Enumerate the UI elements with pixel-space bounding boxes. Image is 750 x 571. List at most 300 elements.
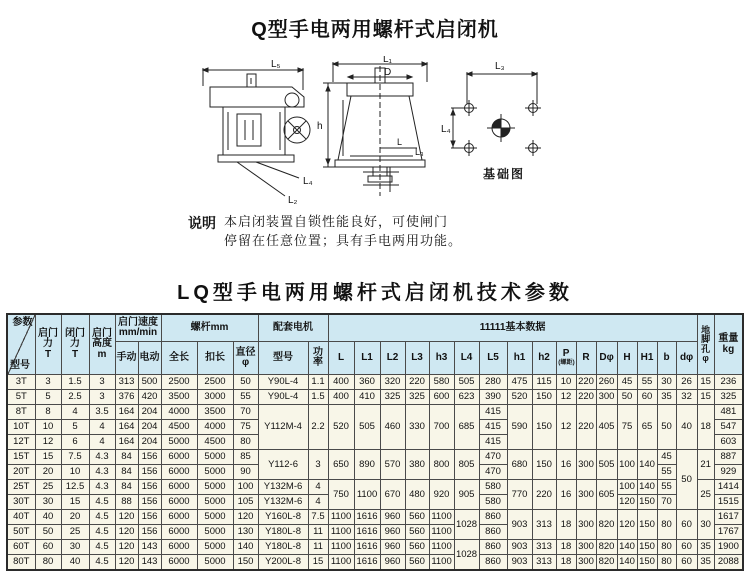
table-cell: 2088 (714, 555, 743, 571)
table-cell: 481 (714, 405, 743, 420)
header-L3: L3 (405, 342, 429, 375)
table-cell: 4500 (197, 435, 233, 450)
table-cell: 80 (35, 555, 61, 571)
table-cell: 580 (479, 495, 507, 510)
table-cell: 470 (479, 450, 507, 465)
header-close-force (61, 314, 89, 375)
header-dphi: dφ (676, 342, 697, 375)
table-cell: 330 (405, 405, 429, 450)
table-cell: 860 (479, 510, 507, 525)
table-cell: 325 (405, 390, 429, 405)
table-cell: 84 (115, 450, 138, 465)
table-cell: 55 (233, 390, 258, 405)
table-cell: 4.5 (89, 555, 115, 571)
dim-label-h: h (317, 121, 323, 132)
table-cell: 150 (637, 540, 657, 555)
table-cell: 10 (556, 375, 576, 390)
table-cell: 15 (697, 375, 714, 390)
table-cell: 60 (637, 390, 657, 405)
parameters-table (6, 313, 744, 571)
table-cell: 11 (308, 540, 328, 555)
table-cell: 40 (35, 510, 61, 525)
table-cell: 400 (328, 390, 354, 405)
header-char: 地 (701, 324, 711, 335)
table-cell: 12.5 (61, 480, 89, 495)
table-cell: Y132M-6 (258, 495, 308, 510)
table-cell: 85 (233, 450, 258, 465)
table-cell: 140 (637, 450, 657, 480)
table-cell: 80 (657, 555, 676, 571)
table-cell: 4.5 (89, 510, 115, 525)
header-diameter (233, 342, 258, 375)
header-unit: kg (722, 343, 735, 355)
table-cell: 400 (328, 375, 354, 390)
table-cell: 1100 (328, 555, 354, 571)
table-cell: 21 (697, 450, 714, 480)
header-char: φ (702, 352, 709, 363)
table-cell: 35 (657, 390, 676, 405)
table-cell: 603 (714, 435, 743, 450)
header-text: 直径 (235, 346, 256, 358)
table-cell: 4000 (197, 420, 233, 435)
table-cell: 30T (7, 495, 35, 510)
dim-label-l5: L₅ (271, 59, 281, 70)
table-cell: 320 (380, 375, 405, 390)
table-cell: 4 (89, 420, 115, 435)
table-cell: 84 (115, 465, 138, 480)
table-cell: 2500 (197, 375, 233, 390)
table-cell: 770 (507, 480, 532, 510)
table-cell: 1100 (429, 540, 454, 555)
table-cell: 1.5 (308, 390, 328, 405)
table-cell: 5000 (161, 435, 197, 450)
table-cell: 140 (617, 555, 637, 571)
header-Dphi: Dφ (596, 342, 617, 375)
table-cell: 120 (233, 510, 258, 525)
table-cell: 325 (380, 390, 405, 405)
table-cell: 15 (61, 495, 89, 510)
table-cell: 887 (714, 450, 743, 465)
table-cell: 2500 (161, 375, 197, 390)
table-cell: 480 (405, 480, 429, 510)
table-cell: 5000 (197, 465, 233, 480)
table-cell: 1.1 (308, 375, 328, 390)
header-lift-height (89, 314, 115, 375)
table-cell: 860 (479, 555, 507, 571)
table-row (7, 390, 743, 405)
table-cell: 75 (617, 405, 637, 450)
header-text: P (562, 348, 570, 360)
table-cell: 4 (308, 480, 328, 495)
table-cell: 32 (676, 390, 697, 405)
table-cell: 164 (115, 420, 138, 435)
header-L2: L2 (380, 342, 405, 375)
table-cell: 560 (405, 555, 429, 571)
table-cell: 25 (61, 525, 89, 540)
header-b: b (657, 342, 676, 375)
header-L5: L5 (479, 342, 507, 375)
table-cell: 300 (576, 480, 596, 510)
corner-model-label: 型号 (10, 359, 30, 371)
table-cell: 6000 (161, 495, 197, 510)
table-cell: 3000 (197, 390, 233, 405)
header-anchor-hole (697, 314, 714, 375)
table-cell: 150 (532, 450, 556, 480)
table-cell: 1100 (429, 510, 454, 525)
table-cell: 50 (233, 375, 258, 390)
table-cell: 150 (532, 405, 556, 450)
header-h1: h1 (507, 342, 532, 375)
table-cell: 220 (532, 480, 556, 510)
parameters-table-wrap (6, 313, 744, 571)
table-cell: 5000 (197, 525, 233, 540)
table-cell: 75 (233, 420, 258, 435)
dim-label-l4: L₄ (303, 176, 313, 187)
header-lift-force (35, 314, 61, 375)
dim-label-l2: L₂ (288, 195, 298, 206)
table-cell: 313 (532, 540, 556, 555)
table-cell: 405 (596, 405, 617, 450)
header-speed-group (115, 314, 161, 342)
table-cell: 10 (61, 465, 89, 480)
table-cell: 960 (380, 525, 405, 540)
table-cell: 470 (479, 465, 507, 480)
table-cell: 120 (115, 540, 138, 555)
table-cell: 3 (89, 390, 115, 405)
table-cell: 325 (714, 390, 743, 405)
table-cell: 25 (35, 480, 61, 495)
table-cell: 903 (507, 510, 532, 540)
table-cell: 7.5 (61, 450, 89, 465)
table-cell: 220 (405, 375, 429, 390)
table-cell: 960 (380, 555, 405, 571)
table-cell: 800 (429, 450, 454, 480)
header-thread-length: 扣长 (197, 342, 233, 375)
table-cell: 903 (507, 555, 532, 571)
table-cell: 60T (7, 540, 35, 555)
table-cell: 15 (308, 555, 328, 571)
table-cell: 204 (138, 420, 161, 435)
table-cell: Y90L-4 (258, 390, 308, 405)
note-line2: 停留在任意位置；具有手电两用功能。 (224, 232, 463, 248)
table-cell: 5000 (197, 540, 233, 555)
table-cell: 313 (532, 555, 556, 571)
table-cell: 15 (35, 450, 61, 465)
table-cell: 30 (697, 510, 714, 540)
table-cell: 60 (676, 540, 697, 555)
table-cell: 5000 (197, 510, 233, 525)
table-cell: 560 (405, 510, 429, 525)
table-cell: 1.5 (61, 375, 89, 390)
table-cell: 4.5 (89, 525, 115, 540)
table-cell: 390 (479, 390, 507, 405)
table-cell: 1100 (429, 555, 454, 571)
header-text: 启门速度 (118, 316, 158, 328)
table-cell: 360 (354, 375, 380, 390)
table-cell: 3500 (197, 405, 233, 420)
table-row (7, 375, 743, 390)
table-cell: 820 (596, 555, 617, 571)
table-cell: 500 (138, 375, 161, 390)
table-cell: 156 (138, 450, 161, 465)
table-cell: 960 (380, 540, 405, 555)
header-full-length: 全长 (161, 342, 197, 375)
table-cell: 100 (617, 480, 637, 495)
table-cell: 150 (637, 495, 657, 510)
table-cell: 505 (454, 375, 479, 390)
table-cell: 1616 (354, 540, 380, 555)
table-cell: Y132M-6 (258, 480, 308, 495)
table-cell: 6 (61, 435, 89, 450)
table-cell: 960 (380, 510, 405, 525)
table-cell: 605 (596, 480, 617, 510)
header-L1: L1 (354, 342, 380, 375)
table-cell: 2.5 (61, 390, 89, 405)
table-cell: 890 (354, 450, 380, 480)
dim-label-l3: L₃ (415, 147, 424, 157)
table-cell: 1767 (714, 525, 743, 540)
table-cell: 8T (7, 405, 35, 420)
table-cell: 1100 (429, 525, 454, 540)
table-cell: 140 (637, 480, 657, 495)
table-cell: 25 (697, 480, 714, 510)
table-cell: 143 (138, 555, 161, 571)
table-cell: 560 (405, 525, 429, 540)
table-cell: 1100 (328, 525, 354, 540)
header-R: R (576, 342, 596, 375)
table-cell: 1617 (714, 510, 743, 525)
header-char: 脚 (701, 334, 711, 345)
table-cell: 150 (637, 555, 657, 571)
table-cell: 130 (233, 525, 258, 540)
table-cell: 750 (328, 480, 354, 510)
table-cell: 560 (405, 540, 429, 555)
table-cell: Y180L-8 (258, 540, 308, 555)
table-cell: 3T (7, 375, 35, 390)
table-cell: 300 (576, 510, 596, 540)
note-block (188, 213, 548, 251)
table-cell: 376 (115, 390, 138, 405)
table-cell: 4.3 (89, 450, 115, 465)
table-cell: 300 (596, 390, 617, 405)
table-cell: 623 (454, 390, 479, 405)
table-cell: 1616 (354, 555, 380, 571)
table-cell: 313 (532, 510, 556, 540)
header-motor-model: 型号 (258, 342, 308, 375)
header-unit: T (44, 348, 52, 360)
table-cell: 50 (617, 390, 637, 405)
table-cell: 90 (233, 465, 258, 480)
table-cell: 6000 (161, 465, 197, 480)
table-cell: 16 (556, 450, 576, 480)
table-cell: 120 (617, 510, 637, 540)
table-cell: 60 (676, 510, 697, 540)
table-cell: 156 (138, 525, 161, 540)
header-h3: h3 (429, 342, 454, 375)
table-cell: 5000 (197, 495, 233, 510)
header-screw-group: 螺杆mm (161, 314, 258, 342)
table-cell: 18 (697, 405, 714, 450)
table-cell: 1616 (354, 525, 380, 540)
hoist-diagram (185, 56, 565, 208)
corner-param-label: 参数 (12, 317, 33, 328)
header-h2: h2 (532, 342, 556, 375)
table-cell: 10 (35, 420, 61, 435)
table-cell: 4.3 (89, 480, 115, 495)
header-H1: H1 (637, 342, 657, 375)
table-cell: 84 (115, 480, 138, 495)
table-cell: 35 (697, 540, 714, 555)
table-cell: 20 (61, 510, 89, 525)
header-note: (螺距) (557, 359, 575, 366)
table-cell: 6000 (161, 555, 197, 571)
table-cell: 460 (380, 405, 405, 450)
table-cell: 30 (35, 495, 61, 510)
table-cell: 5T (7, 390, 35, 405)
table-cell: 920 (429, 480, 454, 510)
table-cell: 120 (115, 525, 138, 540)
table-cell: 80T (7, 555, 35, 571)
page-title: Q型手电两用螺杆式启闭机 (251, 19, 499, 41)
table-cell: 4500 (161, 420, 197, 435)
table-cell: 547 (714, 420, 743, 435)
params-table-body (7, 375, 743, 571)
table-cell: 164 (115, 405, 138, 420)
table-cell: 60 (676, 555, 697, 571)
table-cell: 120 (115, 510, 138, 525)
table-cell: Y180L-8 (258, 525, 308, 540)
table-cell: 685 (454, 405, 479, 450)
table-cell: 3.5 (89, 405, 115, 420)
header-unit: mm/min (118, 327, 158, 338)
plan-label-l4: L₄ (441, 124, 451, 135)
dim-label-l: L (397, 137, 403, 147)
table-cell: 1515 (714, 495, 743, 510)
table-cell: 8 (35, 405, 61, 420)
table-cell: 4 (89, 435, 115, 450)
table-cell: 410 (354, 390, 380, 405)
table-cell: 600 (429, 390, 454, 405)
table-cell: 12 (556, 390, 576, 405)
table-cell: 40 (61, 555, 89, 571)
table-row (7, 405, 743, 420)
table-cell: 100 (617, 450, 637, 480)
table-cell: 475 (507, 375, 532, 390)
note-label: 说明 (188, 215, 216, 231)
table-cell: 204 (138, 435, 161, 450)
table-cell: 156 (138, 495, 161, 510)
table-cell: 70 (233, 405, 258, 420)
header-text: 重量 (718, 333, 739, 344)
table-cell: 680 (507, 450, 532, 480)
table-cell: 6000 (161, 480, 197, 495)
table-cell: Y160L-8 (258, 510, 308, 525)
table-cell: Y112-6 (258, 450, 308, 480)
table-cell: 4.5 (89, 495, 115, 510)
table-cell: 220 (576, 390, 596, 405)
table-cell: 12 (35, 435, 61, 450)
table-cell: 88 (115, 495, 138, 510)
table-cell: 50 (676, 450, 697, 510)
table-cell: 30 (61, 540, 89, 555)
table-cell: 60 (35, 540, 61, 555)
table-cell: 55 (637, 375, 657, 390)
table-cell: 1100 (328, 540, 354, 555)
table-cell: 570 (380, 450, 405, 480)
table-cell: 1100 (328, 510, 354, 525)
header-H: H (617, 342, 637, 375)
table-cell: 3500 (161, 390, 197, 405)
table-cell: 1028 (454, 540, 479, 571)
table-cell: 520 (507, 390, 532, 405)
table-cell: 6000 (161, 540, 197, 555)
table-cell: 860 (479, 525, 507, 540)
table-cell: 16 (556, 480, 576, 510)
table-cell: 120 (617, 495, 637, 510)
dim-label-d: D (384, 67, 392, 78)
table-cell: 80 (657, 540, 676, 555)
table-cell: 220 (576, 405, 596, 450)
table-cell: 300 (576, 555, 596, 571)
foundation-caption: 基础图 (483, 167, 526, 181)
table-cell: Y200L-8 (258, 555, 308, 571)
table-cell: 820 (596, 540, 617, 555)
header-motor-group: 配套电机 (258, 314, 328, 342)
table-cell: 204 (138, 405, 161, 420)
table-cell: 860 (479, 540, 507, 555)
table-title: LQ型手电两用螺杆式启闭机技术参数 (177, 282, 573, 304)
table-cell: 505 (596, 450, 617, 480)
table-cell: 50 (35, 525, 61, 540)
table-cell: 415 (479, 420, 507, 435)
table-cell: 100 (233, 480, 258, 495)
table-cell: 20T (7, 465, 35, 480)
dim-label-l1: L₁ (383, 56, 392, 65)
table-cell: 905 (454, 480, 479, 510)
table-cell: 5 (35, 390, 61, 405)
table-cell: 156 (138, 480, 161, 495)
table-cell: 380 (405, 450, 429, 480)
table-cell: 150 (637, 510, 657, 540)
header-L: L (328, 342, 354, 375)
table-cell: 670 (380, 480, 405, 510)
table-cell: 3 (308, 450, 328, 480)
header-L4: L4 (454, 342, 479, 375)
table-cell: 220 (576, 375, 596, 390)
table-cell: 313 (115, 375, 138, 390)
table-cell: 80 (657, 510, 676, 540)
table-cell: 55 (657, 480, 676, 495)
table-cell: 580 (479, 480, 507, 495)
table-cell: 4 (61, 405, 89, 420)
table-cell: 65 (637, 405, 657, 450)
table-cell: 55 (657, 465, 676, 480)
table-row (7, 450, 743, 465)
table-cell: 40T (7, 510, 35, 525)
table-cell: 5000 (197, 555, 233, 571)
table-cell: 1100 (354, 480, 380, 510)
table-cell: 300 (576, 450, 596, 480)
table-cell: 105 (233, 495, 258, 510)
table-cell: 12 (556, 405, 576, 450)
note-line1: 本启闭装置自锁性能良好，可使闸门 (224, 214, 449, 229)
table-cell: 505 (354, 405, 380, 450)
table-cell: 140 (617, 540, 637, 555)
table-cell: 805 (454, 450, 479, 480)
table-cell: 700 (429, 405, 454, 450)
table-cell: 236 (714, 375, 743, 390)
table-cell: 18 (556, 555, 576, 571)
